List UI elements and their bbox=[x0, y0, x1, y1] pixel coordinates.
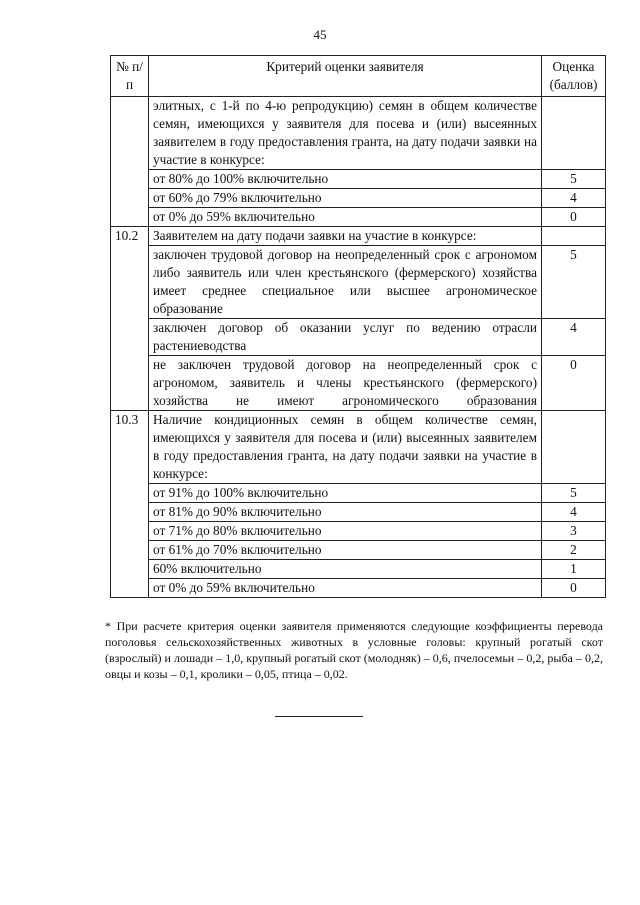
row-score: 4 bbox=[542, 503, 606, 522]
row-label: от 61% до 70% включительно bbox=[149, 541, 542, 560]
table-row bbox=[111, 579, 606, 598]
criterion-continuation: элитных, с 1-й по 4-ю репродукцию) семян в общем количестве семян, имеющихся у заявителя для посева и (или) высеянных заявителем в году предоставления гранта, на дату подачи заявки на участие в конкурсе: bbox=[149, 97, 542, 170]
score-empty bbox=[542, 97, 606, 170]
footnote: * При расчете критерия оценки заявителя применяются следующие коэффициенты перевода поголовья сельскохозяйственных животных в условные головы: крупный рогатый скот (взрослый) и лошади – 1,0, крупный рогатый скот (молодняк) – 0,6, пчелосемьи – 0,2, рыба – 0,2, овцы и козы – 0,1, кролики – 0,05, птица – 0,02. bbox=[105, 619, 603, 681]
row-score: 2 bbox=[542, 541, 606, 560]
section-title-10-3: Наличие кондиционных семян в общем количестве семян, имеющихся у заявителя для посева и (или) высеянных заявителем в году предоставления гранта, на дату подачи заявки на участие в конкурсе: bbox=[149, 411, 542, 484]
row-label: от 80% до 100% включительно bbox=[149, 170, 542, 189]
table-header-row bbox=[111, 56, 606, 97]
row-label: от 0% до 59% включительно bbox=[149, 208, 542, 227]
table-row bbox=[111, 484, 606, 503]
row-score: 4 bbox=[542, 319, 606, 356]
row-score: 1 bbox=[542, 560, 606, 579]
header-score: Оценка (баллов) bbox=[542, 56, 606, 97]
criteria-table bbox=[110, 55, 606, 598]
row-score: 3 bbox=[542, 522, 606, 541]
table-row bbox=[111, 246, 606, 319]
divider-line bbox=[275, 716, 363, 717]
row-label: от 91% до 100% включительно bbox=[149, 484, 542, 503]
row-label: 60% включительно bbox=[149, 560, 542, 579]
table-row bbox=[111, 189, 606, 208]
table-row bbox=[111, 541, 606, 560]
table-row bbox=[111, 170, 606, 189]
row-score: 5 bbox=[542, 170, 606, 189]
table-row bbox=[111, 503, 606, 522]
score-empty bbox=[542, 227, 606, 246]
row-label: от 81% до 90% включительно bbox=[149, 503, 542, 522]
page-number: 45 bbox=[313, 27, 327, 42]
row-score: 4 bbox=[542, 189, 606, 208]
section-num-10-2: 10.2 bbox=[111, 227, 149, 411]
table-row bbox=[111, 208, 606, 227]
score-empty bbox=[542, 411, 606, 484]
row-label: от 60% до 79% включительно bbox=[149, 189, 542, 208]
row-score: 0 bbox=[542, 356, 606, 411]
row-label: не заключен трудовой договор на неопределенный срок с агрономом, заявитель и члены крестьянского (фермерского) хозяйства не имеют агрономического образования bbox=[149, 356, 542, 411]
table-row bbox=[111, 560, 606, 579]
table-row bbox=[111, 319, 606, 356]
row-score: 5 bbox=[542, 484, 606, 503]
section-title-10-2: Заявителем на дату подачи заявки на участие в конкурсе: bbox=[149, 227, 542, 246]
row-score: 0 bbox=[542, 208, 606, 227]
row-score: 5 bbox=[542, 246, 606, 319]
row-score: 0 bbox=[542, 579, 606, 598]
row-num-empty bbox=[111, 97, 149, 227]
table-row bbox=[111, 411, 606, 484]
table-row bbox=[111, 356, 606, 411]
row-label: заключен договор об оказании услуг по ведению отрасли растениеводства bbox=[149, 319, 542, 356]
header-criterion: Критерий оценки заявителя bbox=[149, 56, 542, 97]
row-label: заключен трудовой договор на неопределенный срок с агрономом либо заявитель или член крестьянского (фермерского) хозяйства имеет среднее специальное или высшее агрономическое образование bbox=[149, 246, 542, 319]
table-row bbox=[111, 227, 606, 246]
header-num: № п/п bbox=[111, 56, 149, 97]
section-num-10-3: 10.3 bbox=[111, 411, 149, 598]
row-label: от 0% до 59% включительно bbox=[149, 579, 542, 598]
row-label: от 71% до 80% включительно bbox=[149, 522, 542, 541]
table-row bbox=[111, 97, 606, 170]
table-row bbox=[111, 522, 606, 541]
